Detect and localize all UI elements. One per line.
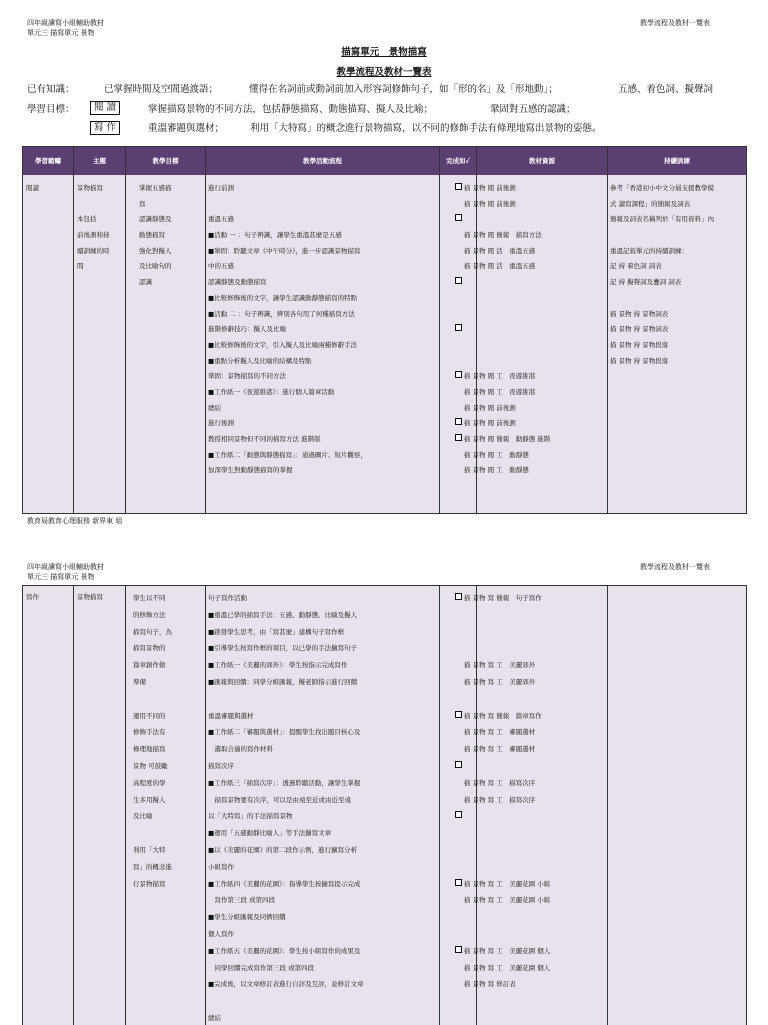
activity-line: ■工作紙二「動態與靜態描寫」：通過圖片、短片觀察，	[208, 450, 367, 459]
objective-line: 生多用擬人	[133, 795, 166, 804]
activity-line: ■工作紙一《美麗的郊外》：學生按指示完成寫作	[208, 661, 348, 670]
resource-line	[464, 354, 550, 370]
activity-line: 加深學生對動靜態描寫的掌握	[208, 466, 293, 475]
resource-line	[464, 640, 550, 657]
th-resources: 教材資源	[529, 157, 555, 165]
activity-line: ■比較修飾後的文字，讓學生認識動靜態描寫的特點	[208, 293, 358, 302]
activity-line	[208, 691, 364, 708]
training-line: 描 景物 持 景物段落	[610, 356, 669, 365]
training-line: 描 景物 持 景物詞表	[610, 325, 669, 334]
activity-line: 進階修辭技巧：擬人及比喻	[208, 325, 286, 334]
training-line: 描 景物 持 景物詞表	[610, 309, 669, 318]
training-line: 記 持 着色詞 詞表	[610, 262, 662, 271]
row2-domain: 寫作	[26, 593, 39, 601]
activity-line: 重溫五感	[208, 215, 234, 224]
resource-line: 描 景物 寫 工 美麗花園 個人	[464, 946, 551, 955]
activity-line: ■工作紙四《美麗的花園》：指導學生按擴寫提示完成	[208, 879, 361, 888]
objective-line: 高程度的學	[133, 778, 166, 787]
objective-line: 描寫景物的	[133, 644, 166, 653]
resource-line	[464, 607, 550, 624]
resource-line	[464, 842, 550, 859]
checkbox-icon[interactable]	[455, 761, 462, 768]
activity-line	[208, 197, 367, 213]
activity-line	[208, 993, 364, 1010]
checkbox-icon[interactable]	[455, 418, 462, 425]
th-objective: 教學目標	[152, 157, 179, 165]
col-divider	[73, 586, 74, 1025]
activity-line: 以「大特寫」的手法描寫景物	[208, 812, 293, 821]
resource-line	[464, 307, 550, 323]
resource-line: 描 景物 寫 簡報 篇章寫作	[464, 711, 542, 720]
goal-writing-item-2: 利用「大特寫」的概念進行景物描寫，以不同的修飾手法有條理地寫出景物的姿態。	[250, 123, 602, 134]
objective-line	[133, 691, 172, 708]
checkbox-icon[interactable]	[455, 277, 462, 284]
activity-line: 鞏固：景物描寫的不同方法	[208, 372, 286, 381]
activity-line: 總結	[208, 1013, 221, 1022]
resource-line	[464, 1010, 550, 1025]
checkbox-icon[interactable]	[455, 183, 462, 190]
objective-line: 準備	[133, 677, 146, 686]
activity-line: 句子寫作活動	[208, 594, 247, 602]
checkbox-icon[interactable]	[455, 879, 462, 886]
resource-line: 描 景物 閱 前後測	[464, 419, 516, 428]
objective2-column	[133, 590, 172, 892]
objective-line: 條理地描寫	[133, 745, 166, 754]
col-divider	[205, 586, 206, 1025]
col-divider	[125, 586, 126, 1025]
resource-line: 描 景物 寫 修訂表	[464, 980, 516, 989]
training-line: 參考「香港初小中文分層支援教學模	[610, 184, 714, 192]
goal-writing-tag: 寫 作	[90, 121, 120, 135]
activity-line: ■啟發學生思考，由「寫甚麼」建構句子寫作框	[208, 627, 345, 636]
objective-line: 認識	[139, 278, 152, 287]
checkbox-icon[interactable]	[455, 324, 462, 331]
objective-line: 行景物描寫	[133, 879, 166, 888]
training-line: 重溫記敍單元的持續訓練：	[610, 246, 688, 255]
resource-line: 描 景物 閱 活 重溫五感	[464, 262, 536, 271]
header-left-line2: 單元三 描寫單元 景物	[27, 29, 95, 37]
objective-line: 修飾手法有	[133, 728, 166, 737]
training-line: 記 持 擬聲詞及疊詞 詞表	[610, 278, 682, 287]
resource-line	[464, 691, 550, 708]
training-line	[610, 228, 714, 244]
objective-line	[133, 825, 172, 842]
training-line: 簡報及詞表名稱列於「有用資料」內	[610, 215, 714, 224]
resource-line	[464, 338, 550, 354]
topic-line: 間	[77, 262, 84, 271]
resource-line: 描 景物 閱 工 動靜態	[464, 466, 529, 475]
activity-line: 總結	[208, 403, 221, 412]
resource-line: 描 景物 寫 簡報 句子寫作	[464, 594, 542, 602]
goal-reading-item-2: 鞏固對五感的認識；	[490, 104, 576, 115]
doc-title: 教學流程及教材一覽表	[336, 67, 432, 78]
resource-line	[464, 624, 550, 641]
objective-line: 運用不同的	[133, 711, 166, 720]
activity-line: ■引導學生按寫作框的項目，以已學的手法擴寫句子	[208, 644, 358, 653]
activity-line: ■工作紙五《美麗的花園》：學生按小組寫作的成果及	[208, 946, 361, 955]
prior-item-1: 已掌握時間及空間過渡語；	[104, 84, 219, 95]
resource-line: 描 景物 寫 工 美麗郊外	[464, 677, 536, 686]
topic-line: 本包括	[77, 215, 97, 224]
training-line	[610, 291, 714, 307]
activity-line: ■工作紙二「審題與選材」：提醒學生找出題目核心及	[208, 728, 361, 737]
resource-line	[464, 808, 550, 825]
topic-line	[77, 197, 110, 213]
resource-line	[464, 758, 550, 775]
resource-line: 描 景物 閱 工 動靜態	[464, 450, 529, 459]
resource-line: 描 景物 寫 工 美麗花園 小組	[464, 896, 551, 905]
activity-line: 描寫景物要有次序，可以是由遠至近或由近至遠	[208, 795, 351, 804]
col-divider	[73, 147, 74, 513]
goal-reading-item-1: 掌握描寫景物的不同方法，包括靜態描寫、動態描寫、擬人及比喻；	[148, 104, 434, 115]
activity-line: ■活動 二 ：句子辨識，辨別各句用了何種描寫方法	[208, 309, 355, 318]
activity-line: ■比較修飾後的文字，引入擬人及比喻兩種修辭手法	[208, 340, 358, 349]
training-line: 描 景物 持 景物段落	[610, 340, 669, 349]
resource2-column	[464, 590, 550, 1025]
header2-left-line1: 四年級讀寫小組輔助教材	[27, 563, 104, 571]
col-divider	[607, 147, 608, 513]
objective-line: 認識靜態及	[139, 215, 172, 224]
th-topic: 主題	[93, 157, 106, 165]
activity-line: ■鞏固：聆聽文章《中午時分》，進一步認識景物描寫	[208, 246, 361, 255]
resource-line	[464, 212, 550, 228]
header-right: 教學流程及教材一覽表	[640, 19, 710, 27]
th-activity: 教學活動流程	[303, 157, 342, 165]
resource-line: 描 景物 閱 前後測	[464, 199, 516, 208]
resource-line	[464, 909, 550, 926]
objective-line: 利用「大特	[133, 845, 166, 854]
resource-line	[464, 926, 550, 943]
prior-item-2: 懂得在名詞前或動詞前加入形容詞修飾句子，如「形的名」及「形地動」；	[249, 84, 558, 95]
resource-line	[464, 322, 550, 338]
th-domain: 學習範疇	[35, 157, 61, 165]
footer-note: 教育局教育心理服務 新界東 組	[27, 517, 123, 525]
resource-line: 描 景物 閱 簡報 描寫方法	[464, 231, 542, 240]
checkbox-icon[interactable]	[455, 946, 462, 953]
resource-line: 描 景物 閱 前後測	[464, 403, 516, 412]
header2-right: 教學流程及教材一覽表	[640, 563, 710, 571]
resource-line	[464, 993, 550, 1010]
activity-line: 認識靜態及動態描寫	[208, 278, 267, 287]
resource-line: 描 景物 閱 簡報 動靜態 進階	[464, 435, 551, 443]
resource-line	[464, 859, 550, 876]
checkbox-icon[interactable]	[455, 371, 462, 378]
objective-line: 的修飾方法	[133, 610, 166, 619]
resource-line: 描 景物 寫 工 描寫次序	[464, 795, 536, 804]
objective-line: 學生以不同	[133, 594, 166, 602]
resource-line: 描 景物 寫 工 審題選材	[464, 745, 536, 754]
activity-line: 寫作第三段 或第四段	[208, 896, 276, 905]
resource-line	[464, 825, 550, 842]
activity2-column	[208, 590, 364, 1025]
activity-line: 進行後測	[208, 419, 234, 428]
activity-line: ■完成後，以文章修訂表進行自評及互評，並修訂文章	[208, 980, 364, 989]
activity-line: 教授相同景物但不同的描寫方法 進階版	[208, 435, 321, 443]
resource-line: 描 景物 閱 工 夜遊維港	[464, 387, 536, 396]
header2-left-line2: 單元三 描寫單元 景物	[27, 573, 95, 581]
goal-label: 學習目標：	[27, 104, 75, 115]
activity-line: 選取合適的寫作材料	[208, 745, 273, 754]
resource-line: 描 景物 寫 工 美麗花園 個人	[464, 963, 551, 972]
checkbox-icon[interactable]	[455, 811, 462, 818]
col-divider	[607, 586, 608, 1025]
objective-line: 寫	[139, 199, 146, 208]
header-left-line1: 四年級讀寫小組輔助教材	[27, 19, 104, 27]
activity-column	[208, 181, 367, 479]
activity-line: 重溫審題與選材	[208, 711, 254, 720]
activity-line: ■工作紙三「描寫次序」：透過聆聽活動，讓學生掌握	[208, 778, 361, 787]
activity-line: ■重溫已學的描寫手法：五感、動靜態、比喻及擬人	[208, 610, 358, 619]
objective-line: 篇章創作做	[133, 661, 166, 670]
resource-column	[464, 181, 550, 479]
objective-line: 寫」的概念進	[133, 862, 172, 871]
checkbox-icon[interactable]	[455, 434, 462, 441]
activity-line: ■重點分析擬人及比喻的結構及特點	[208, 356, 312, 365]
resource-line: 描 景物 寫 工 美麗花園 小組	[464, 879, 551, 888]
checkbox-icon[interactable]	[455, 214, 462, 221]
activity-line: ■以《美麗的花園》的第二段作示例，進行擴寫分析	[208, 845, 358, 854]
prior-knowledge-label: 已有知識：	[27, 84, 75, 95]
table-header	[23, 147, 746, 175]
col-divider	[125, 147, 126, 513]
resource-line	[464, 291, 550, 307]
topic-column	[77, 181, 110, 275]
checkbox-icon[interactable]	[455, 593, 462, 600]
activity-line: 中的五感	[208, 262, 234, 271]
activity-line: 描寫次序	[208, 761, 234, 770]
th-done: 完成如✓	[446, 157, 470, 165]
th-training: 持續訓練	[664, 157, 690, 165]
resource-line: 描 景物 閱 工 夜遊維港	[464, 372, 536, 381]
objective-line: 描寫句子，為	[133, 627, 172, 636]
row-domain: 閱讀	[26, 184, 39, 192]
topic-line: 景物描寫	[77, 184, 103, 192]
resource-line: 描 景物 寫 工 審題選材	[464, 728, 536, 737]
col-divider	[205, 147, 206, 513]
activity-line: ■匯報與回饋：同學分組匯報，擬老師指示進行回饋	[208, 677, 358, 686]
objective-column	[139, 181, 172, 291]
resource-line: 描 景物 寫 工 美麗郊外	[464, 661, 536, 670]
activity-line: 進行前測	[208, 184, 234, 192]
training-line: 式 讀寫課程」的簡報及詞表	[610, 199, 691, 208]
topic-line: 前後測和持	[77, 231, 110, 240]
activity-line: ■工作紙一《夜遊維港》：進行個人篇章活動	[208, 387, 335, 396]
objective-line: 及比喻句的	[139, 262, 172, 271]
objective-line: 及比喻	[133, 812, 153, 821]
activity-line: ■學生分組匯報及同儕回饋	[208, 913, 286, 922]
goal-writing-item-1: 重溫審題與選材；	[148, 123, 225, 134]
resource-line	[464, 275, 550, 291]
activity-line: 同學回饋完成寫作第三段 或第四段	[208, 963, 315, 972]
activity-line: ■運用「五感動靜比喻人」等手法擴寫文章	[208, 829, 332, 838]
resource-line: 描 景物 寫 工 描寫次序	[464, 778, 536, 787]
objective-line: 掌握五感描	[139, 184, 172, 192]
lesson-table-page1	[22, 146, 747, 514]
resource-line: 描 景物 閱 前後測	[464, 184, 516, 192]
objective-line: 強化對擬人	[139, 246, 172, 255]
unit-title: 描寫單元 景物描寫	[341, 47, 427, 58]
activity-line: 小組寫作	[208, 862, 234, 871]
row2-topic: 景物描寫	[77, 593, 103, 601]
resource-line: 描 景物 閱 活 重溫五感	[464, 246, 536, 255]
prior-item-3: 五感、着色詞、擬聲詞	[618, 84, 714, 95]
topic-line: 續訓練的時	[77, 246, 110, 255]
activity-line: ■活動 一 ：句子辨識，讓學生重溫甚麼是五感	[208, 231, 342, 240]
objective-line: 景物 可鼓勵	[133, 761, 168, 770]
lesson-table-page2	[22, 585, 747, 1025]
objective-line: 動態描寫	[139, 231, 165, 240]
training-column	[610, 181, 714, 369]
checkbox-icon[interactable]	[455, 711, 462, 718]
activity-line: 個人寫作	[208, 929, 234, 938]
goal-reading-tag: 閱 讀	[90, 101, 120, 115]
